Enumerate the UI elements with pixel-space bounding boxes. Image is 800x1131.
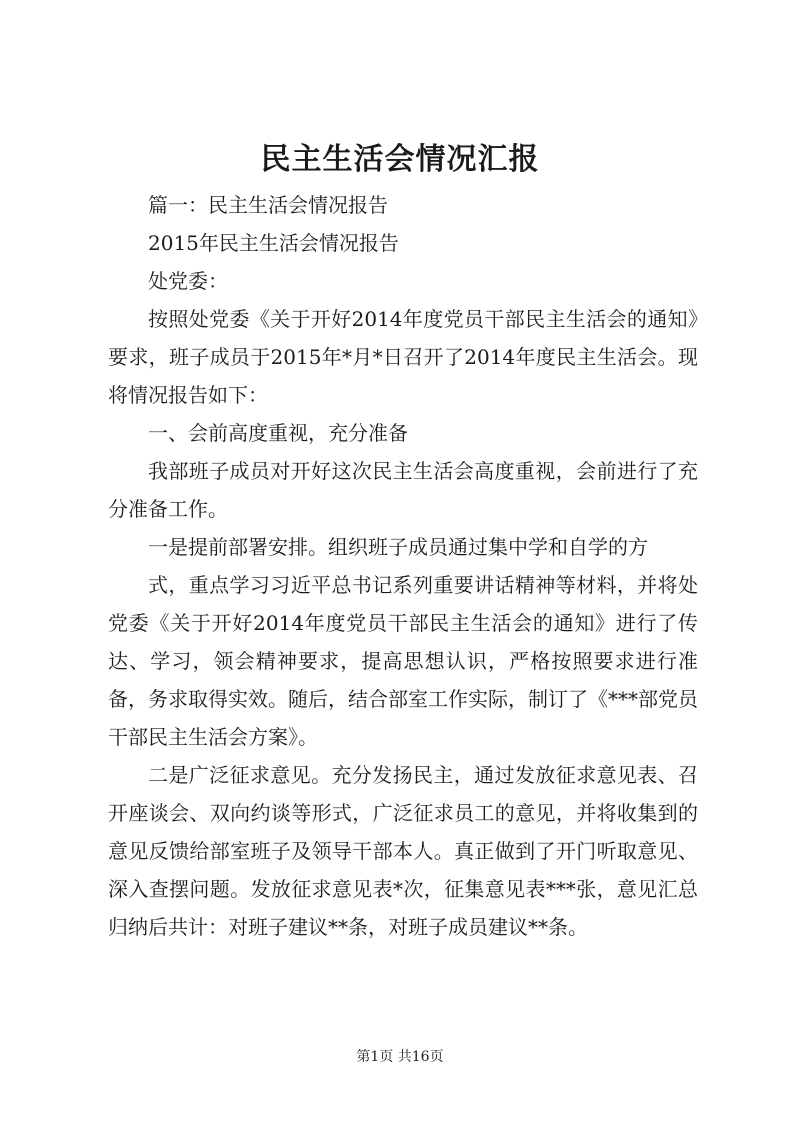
paragraph-preparation: 我部班子成员对开好这次民主生活会高度重视，会前进行了充分准备工作。: [108, 459, 698, 521]
paragraph-point-one-body: 式，重点学习习近平总书记系列重要讲话精神等材料，并将处党委《关于开好2014年度党员干部民主生活会的通知》进行了传达、学习，领会精神要求，提高思想认识，严格按照要求进行准备，务求取得实效。随后，结合部室工作实际，制订了《***部党员干部民主生活会方案》。: [108, 573, 698, 749]
paragraph-section-heading: 篇一：民主生活会情况报告: [148, 193, 388, 217]
paragraph-point-two: 二是广泛征求意见。充分发扬民主，通过发放征求意见表、召开座谈会、双向约谈等形式，广泛征求员工的意见，并将收集到的意见反馈给部室班子及领导干部本人。真正做到了开门听取意见、深入查摆问题。发放征求意见表*次，征集意见表***张，意见汇总归纳后共计：对班子建议**条，对班子成员建议**条。: [108, 763, 698, 939]
document-title: 民主生活会情况汇报: [260, 142, 540, 177]
paragraph-report-title: 2015年民主生活会情况报告: [148, 231, 399, 255]
document-body: [108, 186, 698, 946]
paragraph-point-one-lead: 一是提前部署安排。组织班子成员通过集中学和自学的方: [148, 535, 648, 559]
paragraph-intro: 按照处党委《关于开好2014年度党员干部民主生活会的通知》要求，班子成员于2015年*月*日召开了2014年度民主生活会。现将情况报告如下：: [108, 307, 698, 407]
paragraph-heading-one: 一、会前高度重视，充分准备: [148, 421, 408, 445]
paragraph-salutation: 处党委：: [148, 269, 228, 293]
page-footer: 第1页 共16页: [356, 1049, 444, 1065]
